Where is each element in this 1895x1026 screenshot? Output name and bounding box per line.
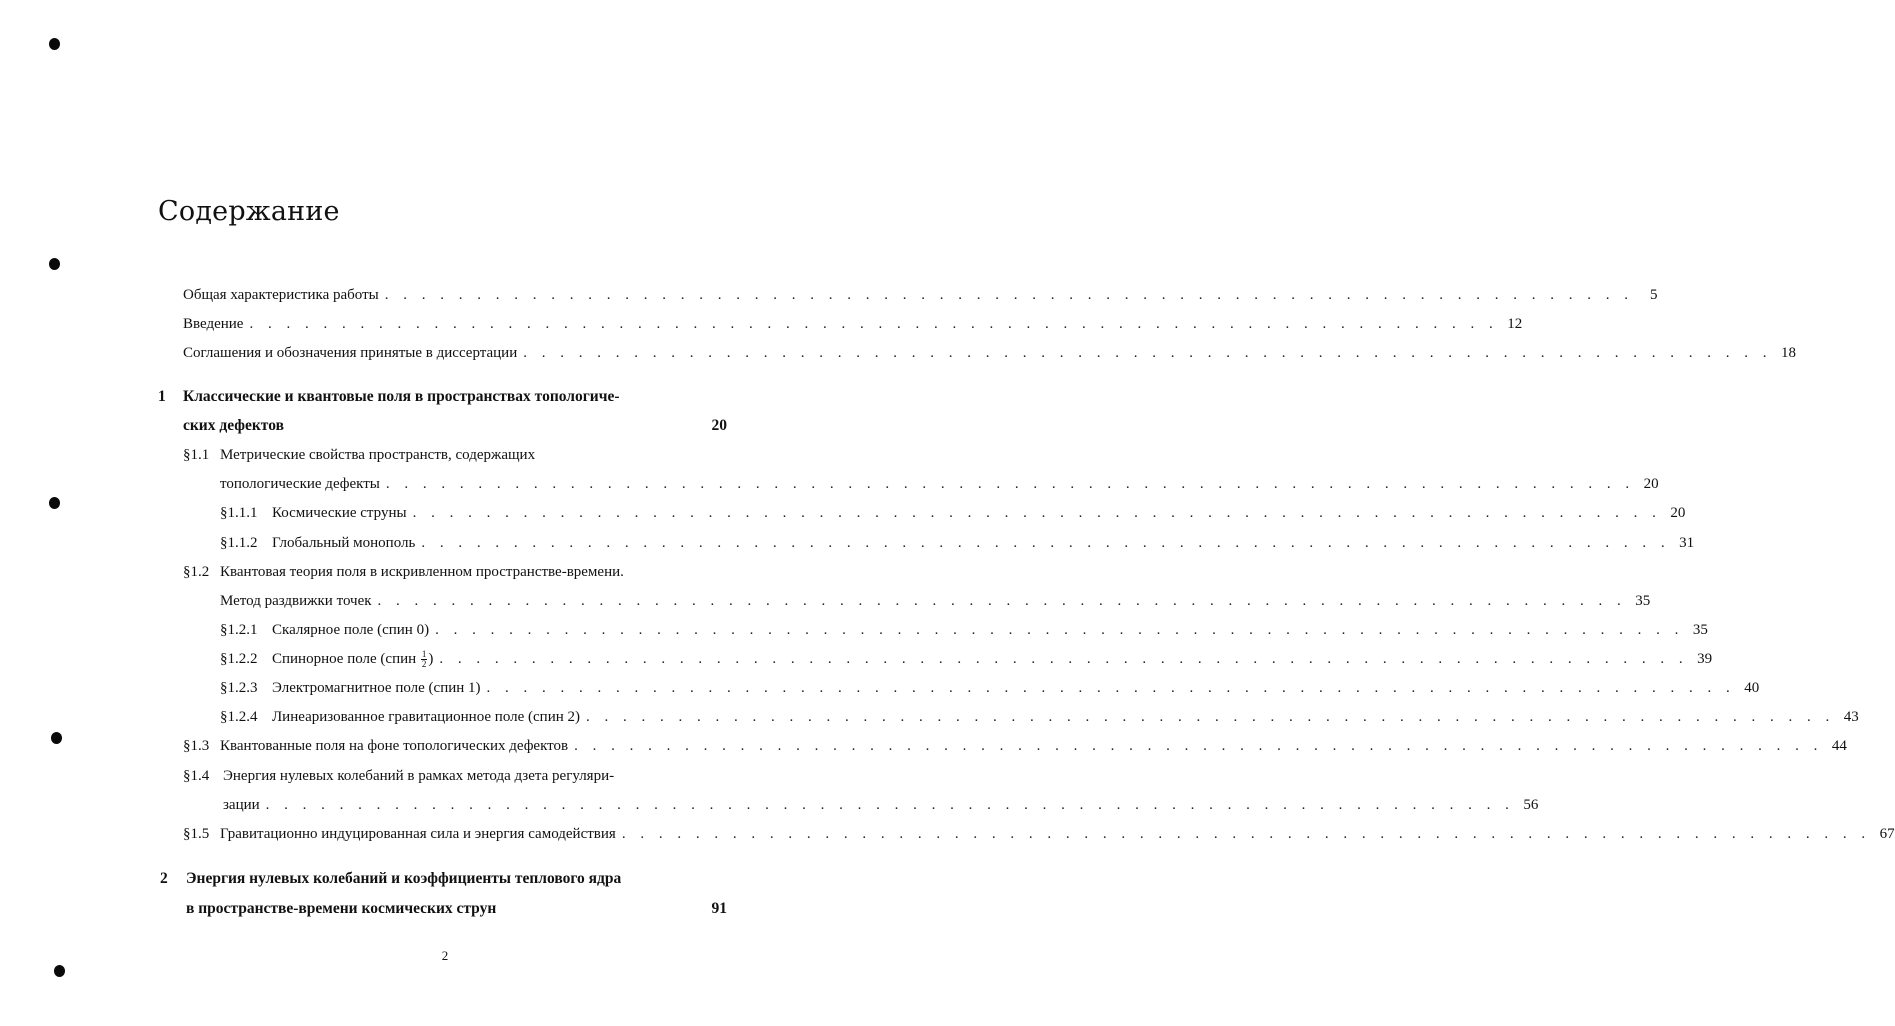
toc-section-1-4-line1 bbox=[183, 766, 727, 786]
toc-section-title: Квантовая теория поля в искривленном пространстве-времени. bbox=[220, 564, 624, 580]
toc-chapter-title: Энергия нулевых колебаний и коэффициенты теплового ядра bbox=[186, 870, 622, 887]
toc-leader: . . . . . . . . . . . . . . . . . . . . . . . . . . . . . . . . . . . . . . . . . . . . . . . . . . . . . . . . . . . . . . . . . . . . bbox=[265, 797, 1515, 813]
toc-page-number: 67 bbox=[1879, 826, 1895, 842]
toc-subsection-number: §1.2.3 bbox=[220, 680, 258, 696]
toc-chapter-title: Классические и квантовые поля в пространствах топологиче- bbox=[183, 388, 620, 405]
toc-subsection-1-1-1 bbox=[220, 503, 1686, 523]
toc-page-number: 20 bbox=[1670, 505, 1686, 521]
toc-leader: . . . . . . . . . . . . . . . . . . . . . . . . . . . . . . . . . . . . . . . . . . . . . . . . . . . . . . . . . . . . . . . . . . . . bbox=[574, 738, 1823, 754]
page-number: 2 bbox=[441, 948, 449, 963]
binder-hole bbox=[49, 497, 60, 509]
toc-subsection-number: §1.2.4 bbox=[220, 709, 258, 725]
toc-section-1-5 bbox=[183, 824, 1895, 844]
toc-section-title: Квантованные поля на фоне топологических дефектов bbox=[220, 738, 569, 754]
toc-section-number: §1.1 bbox=[183, 447, 210, 463]
toc-entry-text: Соглашения и обозначения принятые в диссертации bbox=[183, 345, 518, 361]
toc-leader: . . . . . . . . . . . . . . . . . . . . . . . . . . . . . . . . . . . . . . . . . . . . . . . . . . . . . . . . . . . . . . . . . . . . bbox=[421, 535, 1671, 551]
toc-section-number: §1.3 bbox=[183, 738, 210, 754]
toc-section-1-4-line2 bbox=[223, 795, 1539, 815]
toc-chapter-number: 1 bbox=[158, 388, 166, 405]
toc-chapter-title-cont: ских дефектов bbox=[183, 417, 284, 434]
toc-section-title: Энергия нулевых колебаний в рамках метода дзета регуляри- bbox=[223, 768, 615, 784]
toc-chapter-2-line1 bbox=[160, 869, 727, 889]
toc-page-number: 5 bbox=[1649, 287, 1658, 303]
toc-page-number: 31 bbox=[1679, 535, 1695, 551]
toc-entry-introduction bbox=[183, 314, 1523, 334]
closing-paren: ) bbox=[428, 651, 434, 667]
fraction-denominator: 2 bbox=[421, 659, 427, 670]
toc-section-1-3 bbox=[183, 736, 1847, 756]
toc-section-number: §1.2 bbox=[183, 564, 210, 580]
toc-section-title-cont: топологические дефекты bbox=[220, 476, 380, 492]
fraction-one-half bbox=[421, 650, 428, 669]
toc-leader: . . . . . . . . . . . . . . . . . . . . . . . . . . . . . . . . . . . . . . . . . . . . . . . . . . . . . . . . . . . . . . . . . . . . bbox=[384, 287, 1634, 303]
toc-leader: . . . . . . . . . . . . . . . . . . . . . . . . . . . . . . . . . . . . . . . . . . . . . . . . . . . . . . . . . . . . . . . . . . . . bbox=[412, 505, 1662, 521]
binder-hole bbox=[49, 38, 60, 50]
toc-chapter-number: 2 bbox=[160, 870, 168, 887]
toc-subsection-number: §1.1.1 bbox=[220, 505, 258, 521]
toc-section-number: §1.4 bbox=[183, 768, 210, 784]
toc-section-title-cont: Метод раздвижки точек bbox=[220, 593, 372, 609]
toc-page-number: 39 bbox=[1697, 651, 1713, 667]
fraction-numerator: 1 bbox=[421, 649, 427, 660]
toc-page-number: 56 bbox=[1523, 797, 1539, 813]
toc-page-number: 35 bbox=[1692, 622, 1708, 638]
toc-section-1-1-line1 bbox=[183, 445, 727, 465]
toc-section-number: §1.5 bbox=[183, 826, 210, 842]
toc-subsection-number: §1.1.2 bbox=[220, 535, 258, 551]
toc-leader: . . . . . . . . . . . . . . . . . . . . . . . . . . . . . . . . . . . . . . . . . . . . . . . . . . . . . . . . . . . . . . . . . . . . bbox=[586, 709, 1835, 725]
toc-entry-overview bbox=[183, 285, 1658, 305]
toc-chapter-title-cont: в пространстве-времени космических струн bbox=[186, 900, 497, 917]
toc-subsection-1-2-3 bbox=[220, 678, 1760, 698]
toc-subsection-title: Линеаризованное гравитационное поле (спин 2) bbox=[272, 709, 580, 725]
toc-section-1-2-line2 bbox=[220, 591, 1651, 611]
toc-subsection-1-2-1 bbox=[220, 620, 1708, 640]
toc-leader: . . . . . . . . . . . . . . . . . . . . . . . . . . . . . . . . . . . . . . . . . . . . . . . . . . . . . . . . . . . . . . . . . . . . bbox=[249, 316, 1499, 332]
toc-leader: . . . . . . . . . . . . . . . . . . . . . . . . . . . . . . . . . . . . . . . . . . . . . . . . . . . . . . . . . . . . . . . . . . . . bbox=[377, 593, 1627, 609]
page-title: Содержание bbox=[158, 196, 340, 227]
toc-subsection-title: Скалярное поле (спин 0) bbox=[272, 622, 430, 638]
toc-section-1-1-line2 bbox=[220, 474, 1659, 494]
toc-subsection-title bbox=[272, 649, 433, 669]
binder-hole bbox=[54, 965, 65, 977]
toc-page-number: 44 bbox=[1831, 738, 1847, 754]
toc-leader: . . . . . . . . . . . . . . . . . . . . . . . . . . . . . . . . . . . . . . . . . . . . . . . . . . . . . . . . . . . . . . . . . . . . bbox=[621, 826, 1871, 842]
toc-subsection-1-2-2 bbox=[220, 649, 1713, 670]
toc-subsection-1-1-2 bbox=[220, 533, 1695, 553]
toc-page-number: 91 bbox=[711, 900, 727, 917]
toc-page-number: 18 bbox=[1780, 345, 1796, 361]
binder-hole bbox=[49, 258, 60, 270]
toc-leader: . . . . . . . . . . . . . . . . . . . . . . . . . . . . . . . . . . . . . . . . . . . . . . . . . . . . . . . . . . . . . . . . . . . . bbox=[523, 345, 1772, 361]
toc-subsection-number: §1.2.1 bbox=[220, 622, 258, 638]
toc-entry-text: Общая характеристика работы bbox=[183, 287, 379, 303]
toc-section-1-2-line1 bbox=[183, 562, 727, 582]
toc-subsection-number: §1.2.2 bbox=[220, 651, 258, 667]
toc-section-title: Гравитационно индуцированная сила и энергия самодействия bbox=[220, 826, 616, 842]
binder-hole bbox=[51, 732, 62, 744]
toc-page-number: 20 bbox=[711, 417, 727, 434]
toc-chapter-1-line2 bbox=[183, 416, 727, 436]
toc-subsection-title-text: Спинорное поле (спин bbox=[272, 651, 417, 667]
toc-leader: . . . . . . . . . . . . . . . . . . . . . . . . . . . . . . . . . . . . . . . . . . . . . . . . . . . . . . . . . . . . . . . . . . . . bbox=[486, 680, 1736, 696]
toc-subsection-1-2-4 bbox=[220, 707, 1859, 727]
toc-leader: . . . . . . . . . . . . . . . . . . . . . . . . . . . . . . . . . . . . . . . . . . . . . . . . . . . . . . . . . . . . . . . . . . . . bbox=[385, 476, 1635, 492]
toc-section-title: Метрические свойства пространств, содержащих bbox=[220, 447, 536, 463]
toc-chapter-2-line2 bbox=[186, 899, 727, 919]
toc-subsection-title: Космические струны bbox=[272, 505, 407, 521]
toc-page-number: 12 bbox=[1507, 316, 1523, 332]
toc-page-number: 35 bbox=[1635, 593, 1651, 609]
toc-section-title-cont: зации bbox=[223, 797, 260, 813]
toc-leader: . . . . . . . . . . . . . . . . . . . . . . . . . . . . . . . . . . . . . . . . . . . . . . . . . . . . . . . . . . . . . . . . . . . . bbox=[439, 651, 1689, 667]
toc-page-number: 43 bbox=[1843, 709, 1859, 725]
toc-leader: . . . . . . . . . . . . . . . . . . . . . . . . . . . . . . . . . . . . . . . . . . . . . . . . . . . . . . . . . . . . . . . . . . . . bbox=[435, 622, 1684, 638]
toc-chapter-1-line1 bbox=[158, 387, 727, 407]
toc-subsection-title: Электромагнитное поле (спин 1) bbox=[272, 680, 481, 696]
toc-page-number: 20 bbox=[1643, 476, 1659, 492]
toc-page-number: 40 bbox=[1744, 680, 1760, 696]
toc-entry-text: Введение bbox=[183, 316, 244, 332]
toc-entry-notation bbox=[183, 343, 1796, 363]
toc-subsection-title: Глобальный монополь bbox=[272, 535, 416, 551]
